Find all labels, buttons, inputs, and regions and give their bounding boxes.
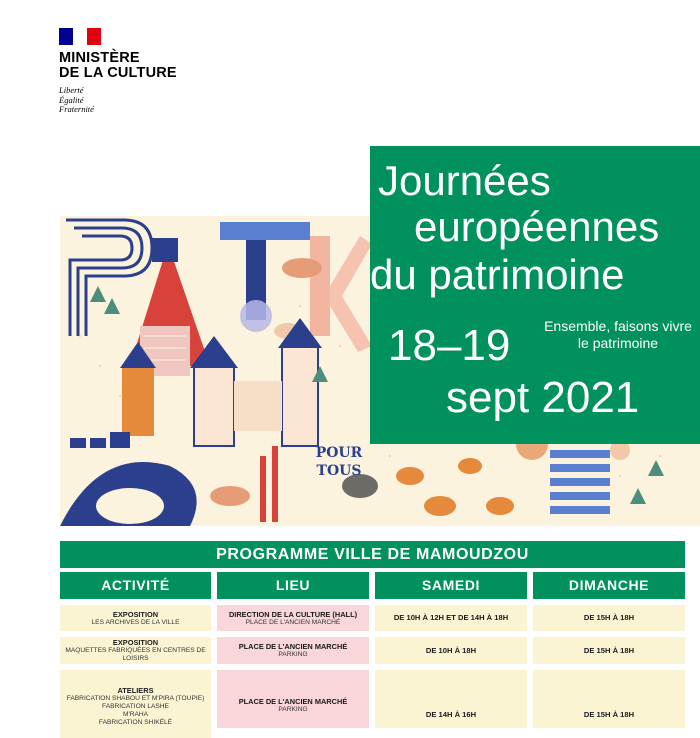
sunday-time: DE 15H À 18H (583, 645, 635, 655)
programme-title: PROGRAMME VILLE DE MAMOUDZOU (60, 541, 685, 568)
event-dates-days: 18–19 (388, 321, 511, 370)
event-dates-month-year: sept 2021 (446, 373, 640, 422)
activity-title: EXPOSITION (112, 609, 159, 619)
pour-tous-label (304, 444, 374, 480)
place-cell (217, 637, 369, 664)
saturday-cell (375, 670, 527, 728)
motto-egalite: Égalité (59, 94, 84, 105)
header-samedi: SAMEDI (375, 572, 527, 599)
sunday-time: DE 15H À 18H (583, 710, 635, 719)
header-dimanche: DIMANCHE (533, 572, 685, 599)
saturday-cell (375, 605, 527, 631)
header-lieu: LIEU (217, 572, 369, 599)
place-title: PLACE DE L'ANCIEN MARCHÉ (238, 642, 348, 651)
activity-cell (60, 637, 211, 664)
republic-motto (59, 86, 219, 115)
motto-liberte: Liberté (59, 85, 84, 95)
motto-fraternite: Fraternité (59, 104, 94, 114)
tous-word: TOUS (316, 463, 362, 479)
title-line-1: Journées (378, 157, 551, 204)
table-row (0, 605, 700, 631)
french-flag-icon (59, 28, 101, 45)
event-title-box (370, 146, 700, 444)
title-line-3: du patrimoine (370, 251, 625, 298)
activity-title: ATELIERS (117, 686, 154, 695)
table-row (0, 637, 700, 664)
activity-detail: FABRICATION SHABOU ET M'PIRA (TOUPIE) (66, 695, 205, 702)
place-title: PLACE DE L'ANCIEN MARCHÉ (238, 696, 348, 706)
activity-detail: M'RAHA (122, 711, 149, 718)
programme-header-row (0, 572, 700, 599)
place-sub: PLACE DE L'ANCIEN MARCHÉ (245, 618, 341, 626)
event-tagline: Ensemble, faisons vivre le patrimoine (544, 318, 692, 351)
sunday-cell (533, 605, 685, 631)
activity-detail: MAQUETTES FABRIQUÉES EN CENTRES DE LOISIRS (65, 647, 206, 662)
table-row (0, 670, 700, 728)
sunday-time: DE 15H À 18H (583, 613, 635, 622)
place-cell (217, 670, 369, 728)
place-cell (217, 605, 369, 631)
sunday-cell (533, 670, 685, 728)
place-title: DIRECTION DE LA CULTURE (HALL) (228, 609, 358, 619)
header-activite: ACTIVITÉ (60, 572, 211, 599)
place-sub: PARKING (278, 705, 308, 713)
pour-word: POUR (315, 445, 363, 461)
ministry-logo (59, 28, 219, 115)
activity-title: EXPOSITION (112, 638, 159, 647)
saturday-time: DE 10H À 18H (425, 645, 477, 655)
title-line-2: européennes (414, 203, 660, 250)
saturday-time: DE 14H À 16H (425, 710, 477, 719)
sunday-cell (533, 637, 685, 664)
saturday-cell (375, 637, 527, 664)
activity-detail: FABRICATION LASHE (102, 703, 169, 710)
place-sub: PARKING (278, 651, 308, 658)
ministry-name: MINISTÈRE DE LA CULTURE (59, 50, 177, 81)
saturday-time: DE 10H À 12H ET DE 14H À 18H (393, 613, 509, 622)
activity-cell (60, 605, 211, 631)
activity-detail: LES ARCHIVES DE LA VILLE (91, 618, 180, 626)
activity-detail: FABRICATION SHIKÉLÉ (98, 719, 173, 726)
